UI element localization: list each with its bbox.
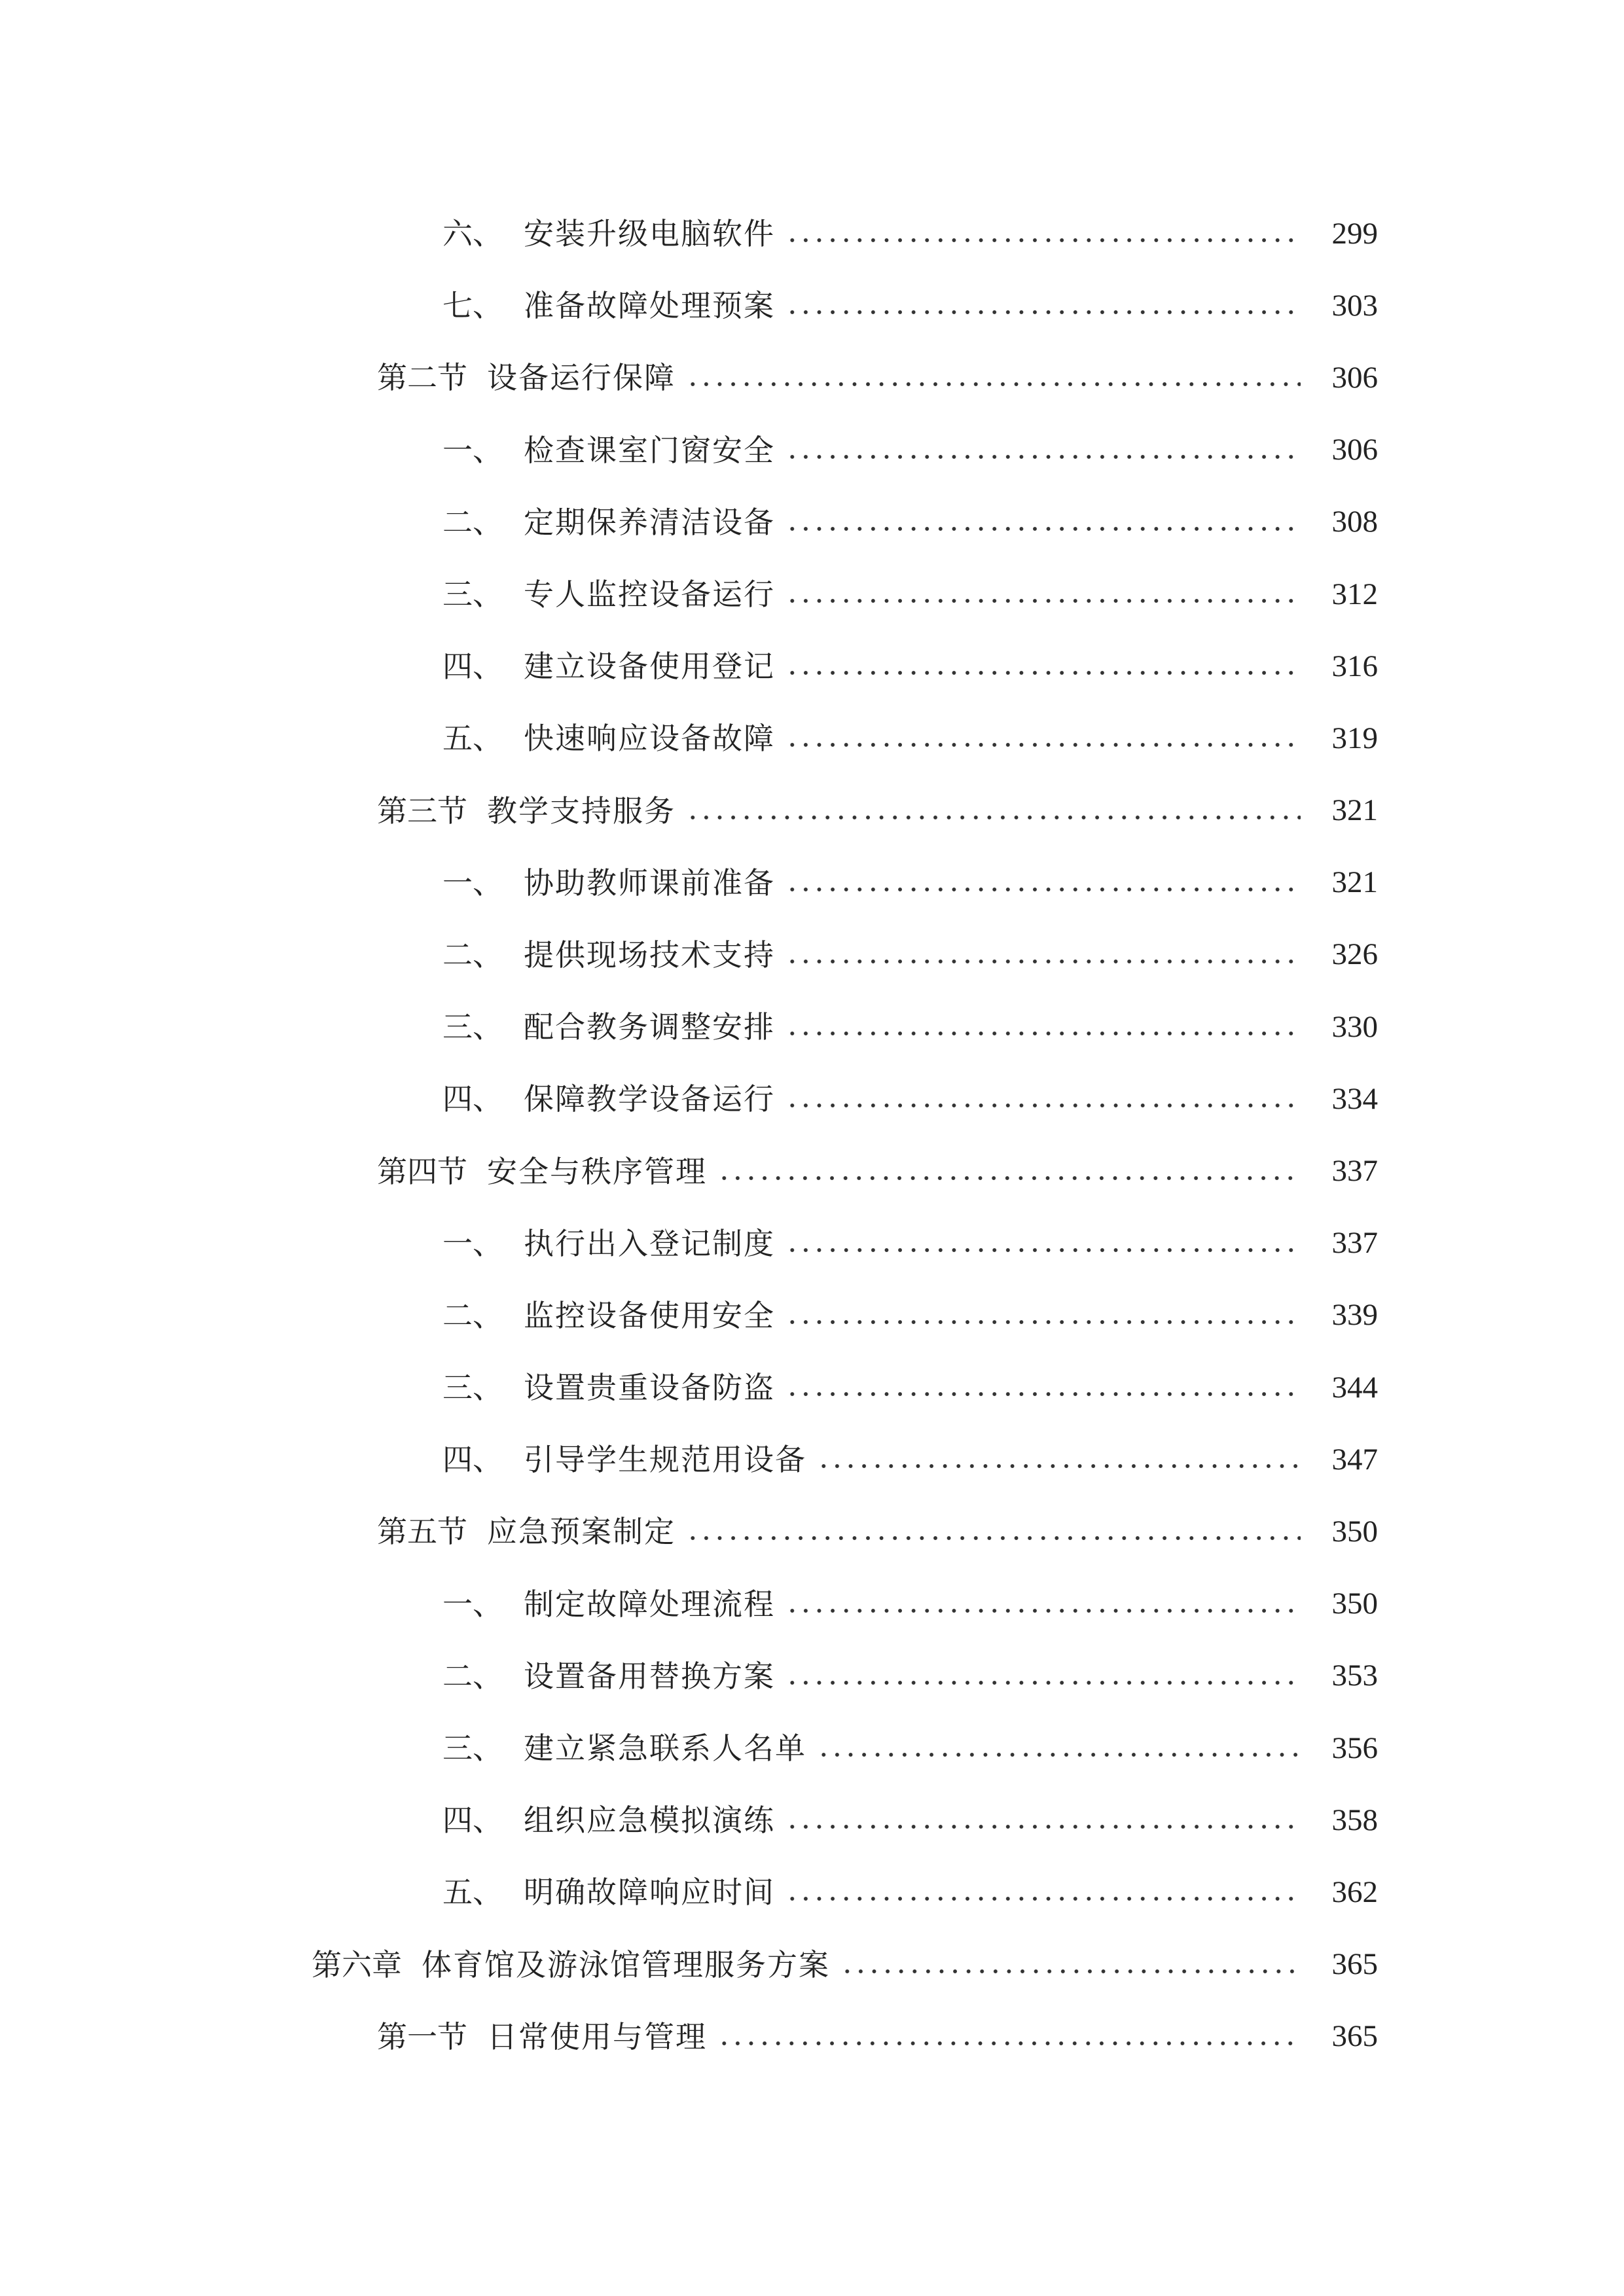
toc-page-number: 306 — [1331, 433, 1378, 467]
toc-page-number: 365 — [1331, 1947, 1378, 1982]
toc-entry[interactable] — [0, 775, 1624, 847]
toc-entry[interactable] — [0, 630, 1624, 702]
toc-entry-title: 协助教师课前准备 — [524, 865, 775, 901]
toc-entry-title: 保障教学设备运行 — [524, 1081, 775, 1117]
toc-entry-title: 教学支持服务 — [487, 793, 676, 829]
toc-page-number: 353 — [1331, 1659, 1378, 1693]
toc-page-number: 321 — [1331, 865, 1378, 900]
toc-dot-leader — [785, 525, 1301, 533]
toc-entry[interactable] — [0, 1496, 1624, 1568]
toc-entry[interactable] — [0, 1784, 1624, 1856]
toc-dot-leader — [785, 886, 1301, 893]
toc-dot-leader — [686, 380, 1301, 388]
toc-entry-title: 提供现场技术支持 — [524, 937, 775, 973]
toc-dot-leader — [785, 1102, 1301, 1109]
toc-entry-title: 快速响应设备故障 — [524, 721, 775, 757]
toc-entry[interactable] — [0, 1208, 1624, 1280]
toc-entry-number: 四、 — [442, 1803, 503, 1839]
toc-page-number: 303 — [1331, 288, 1378, 323]
toc-dot-leader — [785, 1823, 1301, 1831]
toc-dot-leader — [817, 1462, 1301, 1470]
toc-dot-leader — [785, 597, 1301, 605]
toc-entry-number: 三、 — [442, 1370, 503, 1406]
toc-entry-title: 明确故障响应时间 — [524, 1874, 775, 1910]
toc-entry-number: 二、 — [442, 1658, 503, 1694]
toc-dot-leader — [686, 1534, 1301, 1542]
toc-entry-number: 三、 — [442, 1009, 503, 1045]
toc-entry-number: 四、 — [442, 1442, 503, 1478]
toc-entry[interactable] — [0, 991, 1624, 1063]
toc-entry-number: 第四节 — [377, 1153, 467, 1189]
toc-entry[interactable] — [0, 702, 1624, 774]
toc-entry-title: 配合教务调整安排 — [524, 1009, 775, 1045]
toc-page-number: 316 — [1331, 649, 1378, 683]
toc-dot-leader — [785, 1607, 1301, 1615]
toc-dot-leader — [686, 814, 1301, 821]
toc-page-number: 319 — [1331, 721, 1378, 755]
toc-page-number: 365 — [1331, 2019, 1378, 2054]
toc-entry-number: 二、 — [442, 504, 503, 540]
toc-entry-title: 检查课室门窗安全 — [524, 432, 775, 468]
toc-page-number: 312 — [1331, 577, 1378, 611]
toc-entry[interactable] — [0, 1712, 1624, 1784]
toc-entry[interactable] — [0, 1856, 1624, 1928]
toc-page-number: 350 — [1331, 1514, 1378, 1549]
toc-page-number: 337 — [1331, 1226, 1378, 1261]
toc-page-number: 308 — [1331, 505, 1378, 539]
toc-entry-number: 第三节 — [377, 793, 467, 829]
toc-page-number: 358 — [1331, 1803, 1378, 1837]
toc-page-number: 350 — [1331, 1587, 1378, 1621]
toc-entry-title: 组织应急模拟演练 — [524, 1803, 775, 1839]
toc-dot-leader — [785, 453, 1301, 461]
toc-entry[interactable] — [0, 270, 1624, 342]
toc-dot-leader — [785, 669, 1301, 677]
toc-entry[interactable] — [0, 342, 1624, 414]
toc-dot-leader — [785, 308, 1301, 316]
toc-entry-title: 准备故障处理预案 — [524, 288, 775, 324]
toc-entry[interactable] — [0, 1135, 1624, 1207]
toc-page-number: 337 — [1331, 1154, 1378, 1189]
toc-entry[interactable] — [0, 1568, 1624, 1640]
toc-entry-title: 专人监控设备运行 — [524, 577, 775, 613]
toc-entry-number: 一、 — [442, 432, 503, 468]
toc-dot-leader — [717, 2039, 1301, 2047]
toc-dot-leader — [785, 1246, 1301, 1254]
toc-page-number: 339 — [1331, 1298, 1378, 1333]
toc-entry-number: 二、 — [442, 1297, 503, 1333]
toc-dot-leader — [785, 1318, 1301, 1326]
toc-entry-title: 日常使用与管理 — [487, 2018, 707, 2054]
toc-entry[interactable] — [0, 847, 1624, 919]
toc-entry-number: 三、 — [442, 577, 503, 613]
toc-dot-leader — [785, 1390, 1301, 1398]
toc-dot-leader — [840, 1967, 1301, 1975]
toc-entry[interactable] — [0, 558, 1624, 630]
toc-page-number: 362 — [1331, 1874, 1378, 1909]
toc-entry[interactable] — [0, 1352, 1624, 1424]
toc-entry-title: 安全与秩序管理 — [487, 1153, 707, 1189]
toc-dot-leader — [785, 236, 1301, 244]
toc-entry-title: 设置贵重设备防盗 — [524, 1370, 775, 1406]
toc-page-number: 299 — [1331, 216, 1378, 251]
toc-dot-leader — [717, 1174, 1301, 1182]
toc-page-number: 306 — [1331, 360, 1378, 395]
toc-page-number: 347 — [1331, 1442, 1378, 1477]
toc-entry-title: 设置备用替换方案 — [524, 1658, 775, 1694]
toc-entry[interactable] — [0, 1280, 1624, 1352]
toc-page-number: 334 — [1331, 1081, 1378, 1116]
toc-entry-title: 引导学生规范用设备 — [524, 1442, 806, 1478]
toc-dot-leader — [817, 1751, 1301, 1759]
toc-dot-leader — [785, 1030, 1301, 1037]
toc-dot-leader — [785, 958, 1301, 965]
toc-entry-number: 四、 — [442, 1081, 503, 1117]
toc-entry[interactable] — [0, 486, 1624, 558]
toc-entry-title: 安装升级电脑软件 — [524, 216, 775, 252]
toc-entry-number: 第一节 — [377, 2018, 467, 2054]
toc-entry[interactable] — [0, 1063, 1624, 1135]
toc-entry-number: 五、 — [442, 1874, 503, 1910]
toc-entry-title: 监控设备使用安全 — [524, 1297, 775, 1333]
toc-page-number: 321 — [1331, 793, 1378, 828]
toc-page-number: 326 — [1331, 937, 1378, 972]
toc-page-number: 344 — [1331, 1370, 1378, 1405]
toc-entry-title: 体育馆及游泳馆管理服务方案 — [422, 1946, 830, 1982]
toc-entry-number: 七、 — [442, 288, 503, 324]
toc-entry-number: 六、 — [442, 216, 503, 252]
table-of-contents — [0, 198, 1624, 2073]
toc-entry[interactable] — [0, 1929, 1624, 2001]
toc-entry[interactable] — [0, 1424, 1624, 1496]
toc-entry-title: 定期保养清洁设备 — [524, 504, 775, 540]
toc-entry-number: 二、 — [442, 937, 503, 973]
toc-entry-number: 三、 — [442, 1731, 503, 1767]
toc-entry-number: 第二节 — [377, 360, 467, 396]
toc-entry-number: 一、 — [442, 1586, 503, 1622]
toc-entry-number: 一、 — [442, 865, 503, 901]
toc-page-number: 356 — [1331, 1731, 1378, 1765]
toc-entry-title: 制定故障处理流程 — [524, 1586, 775, 1622]
toc-entry-number: 第五节 — [377, 1514, 467, 1550]
toc-entry-number: 一、 — [442, 1225, 503, 1261]
toc-entry-title: 建立设备使用登记 — [524, 649, 775, 685]
toc-entry[interactable] — [0, 198, 1624, 270]
toc-entry[interactable] — [0, 919, 1624, 991]
toc-entry-number: 五、 — [442, 721, 503, 757]
toc-dot-leader — [785, 741, 1301, 749]
toc-entry-number: 四、 — [442, 649, 503, 685]
toc-entry[interactable] — [0, 1640, 1624, 1712]
toc-entry-title: 执行出入登记制度 — [524, 1225, 775, 1261]
toc-dot-leader — [785, 1679, 1301, 1687]
toc-entry[interactable] — [0, 2001, 1624, 2073]
toc-entry-title: 建立紧急联系人名单 — [524, 1731, 806, 1767]
toc-page-number: 330 — [1331, 1009, 1378, 1044]
toc-entry-title: 应急预案制定 — [487, 1514, 676, 1550]
toc-entry-title: 设备运行保障 — [487, 360, 676, 396]
toc-entry-number: 第六章 — [312, 1946, 402, 1982]
toc-dot-leader — [785, 1895, 1301, 1903]
toc-entry[interactable] — [0, 414, 1624, 486]
